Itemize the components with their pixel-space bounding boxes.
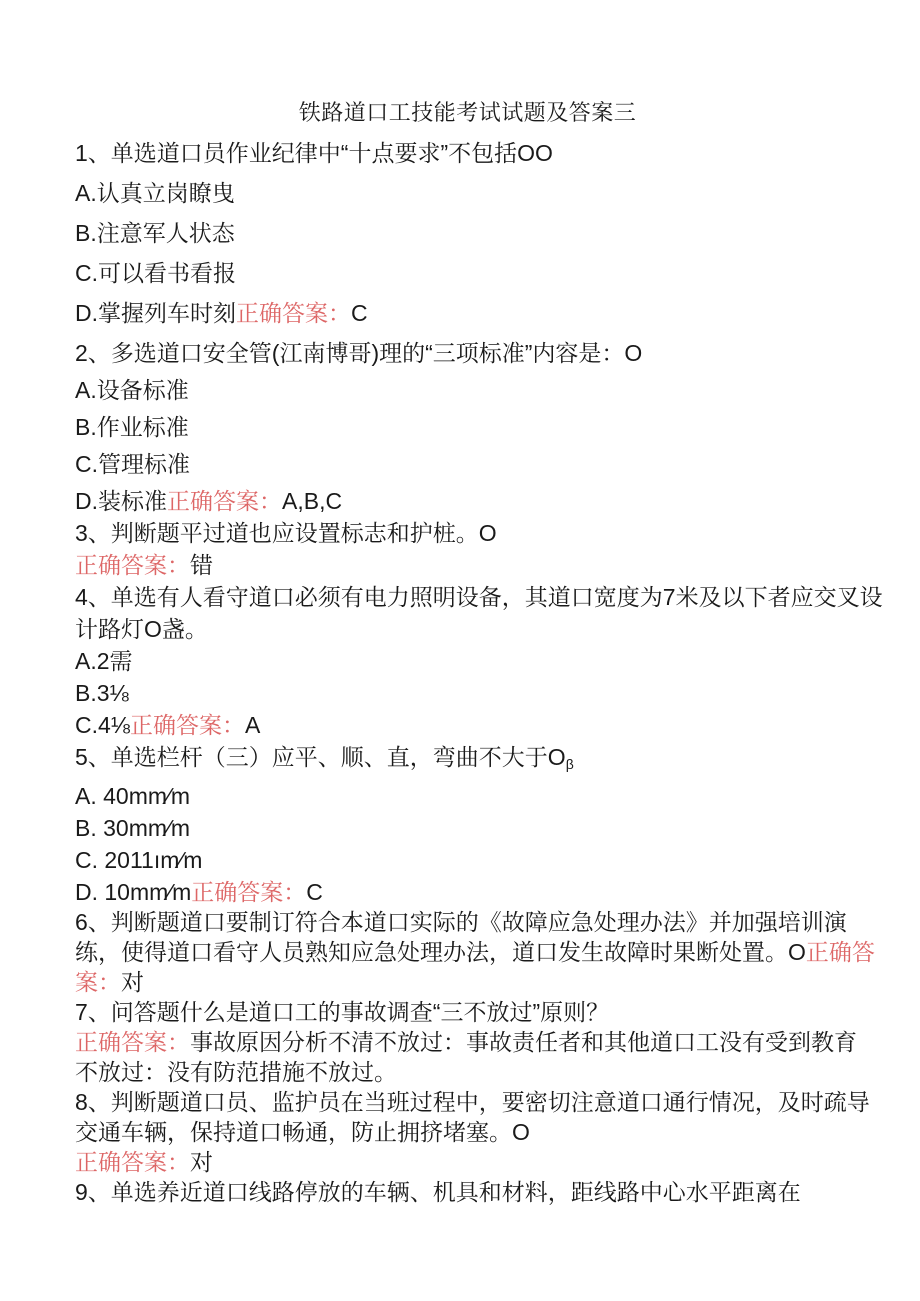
text-segment: 对 [121,969,144,995]
text-segment: C.管理标准 [75,451,190,477]
text-segment: C [351,300,368,326]
text-segment: 对 [190,1149,213,1175]
text-segment: A.认真立岗瞭曳 [75,180,235,206]
correct-answer-label: 案： [75,969,121,995]
question-5 [75,742,860,779]
q2-option-a [75,375,860,405]
q4-option-a [75,646,860,676]
text-segment: C.4⅛ [75,712,130,738]
question-8-line-2 [75,1117,860,1147]
text-segment: A. 40mm∕m [75,783,191,809]
correct-answer-label: 正确答案： [167,488,282,514]
text-segment: 5、单选栏杆（三）应平、顺、直，弯曲不大于O [75,744,566,770]
text-segment: A.设备标准 [75,377,189,403]
question-6-line-2 [75,937,875,967]
subscript-text: β [565,756,574,772]
correct-answer-label: 正确答案： [191,879,307,905]
q2-option-d [75,486,860,516]
text-segment: B.作业标准 [75,414,189,440]
text-segment: A [244,712,261,738]
q5-option-c [75,845,860,875]
question-7 [75,997,860,1027]
text-segment: 计路灯O盏。 [75,616,208,642]
correct-answer-label: 正确答案： [75,1029,190,1055]
q2-option-c [75,449,860,479]
text-segment: D. 10mm∕m [75,879,192,905]
text-segment: 6、判断题道口要制订符合本道口实际的《故障应急处理办法》并加强培训演 [75,909,847,935]
text-segment: 8、判断题道口员、监护员在当班过程中，要密切注意道口通行情况，及时疏导 [75,1089,870,1115]
q5-option-d [75,877,860,907]
text-segment: 错 [190,552,213,578]
correct-answer-label: 正确答 [805,939,875,965]
text-segment: 9、单选养近道口线路停放的车辆、机具和材料，距线路中心水平距离在 [75,1179,801,1205]
q5-option-a [75,781,860,811]
text-segment: D.掌握列车时刻 [75,300,236,326]
text-segment: B. 30mm∕m [75,815,191,841]
correct-answer-label: 正确答案： [236,300,351,326]
correct-answer-label: 正确答案： [129,712,245,738]
text-segment: C.可以看书看报 [75,260,236,286]
q1-option-d [75,298,860,328]
q7-answer-line-2 [75,1057,860,1087]
text-segment: 练，使得道口看守人员熟知应急处理办法，道口发生故障时果断处置。O [75,939,806,965]
text-segment: C. 2011ım∕m [75,847,203,873]
text-segment: 1、单选道口员作业纪律中“十点要求”不包括OO [75,140,553,166]
q6-answer [75,967,860,997]
question-4-line-2 [75,614,860,644]
q4-option-b [75,678,860,708]
q5-option-b [75,813,860,843]
q7-answer-line-1 [75,1027,860,1057]
text-segment: 事故原因分析不清不放过：事故责任者和其他道口工没有受到教育 [190,1029,857,1055]
q1-option-a [75,178,860,208]
text-segment: 7、问答题什么是道口工的事故调查“三不放过”原则？ [75,999,610,1025]
q4-option-c [75,710,860,740]
correct-answer-label: 正确答案： [75,1149,190,1175]
q1-option-c [75,258,860,288]
q3-answer [75,550,860,580]
question-6-line-1 [75,907,860,937]
text-segment: C [306,879,323,905]
text-segment: B.注意军人状态 [75,220,235,246]
text-segment: B.3⅛ [75,680,129,706]
q8-answer [75,1147,860,1177]
question-2 [75,338,860,368]
text-segment: A,B,C [282,488,343,514]
question-3 [75,518,860,548]
text-segment: 交通车辆，保持道口畅通，防止拥挤堵塞。O [75,1119,530,1145]
correct-answer-label: 正确答案： [75,552,190,578]
q1-option-b [75,218,860,248]
text-segment: D.装标准 [75,488,167,514]
text-segment: A.2需 [75,648,133,674]
document-title: 铁路道口工技能考试试题及答案三 [298,100,637,125]
question-8-line-1 [75,1087,870,1117]
q2-option-b [75,412,860,442]
question-9 [75,1177,860,1207]
document-body [75,138,883,1207]
text-segment: 3、判断题平过道也应设置标志和护桩。O [75,520,497,546]
question-1 [75,138,860,168]
text-segment: 不放过：没有防范措施不放过。 [75,1059,397,1085]
text-segment: 4、单选有人看守道口必须有电力照明设备，其道口宽度为7米及以下者应交叉设 [75,584,883,610]
question-4-line-1 [75,582,883,612]
text-segment: 2、多选道口安全管(江南博哥)理的“三项标准”内容是：O [75,340,643,366]
